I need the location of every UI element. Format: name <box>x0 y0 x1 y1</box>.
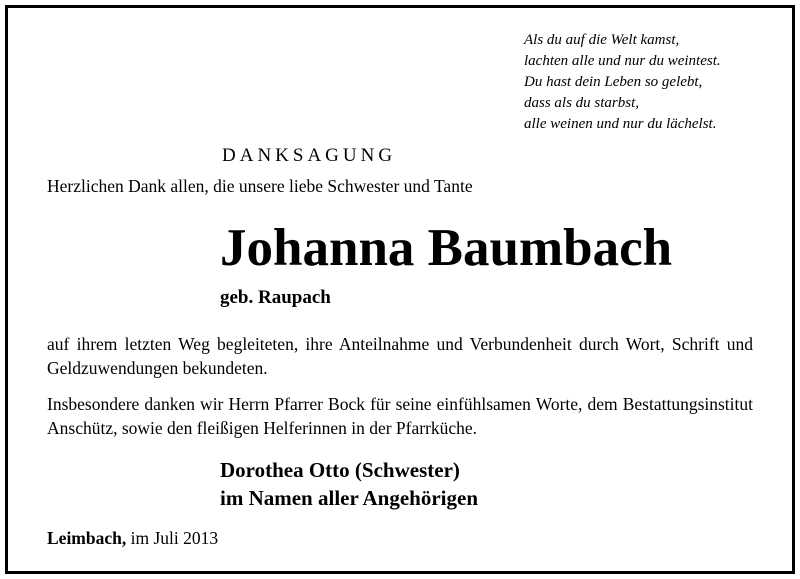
birth-name: geb. Raupach <box>220 287 331 308</box>
poem-line: lachten alle und nur du weintest. <box>524 53 721 69</box>
poem-line: Du hast dein Leben so gelebt, <box>524 74 703 90</box>
poem-line: alle weinen und nur du lächelst. <box>524 116 717 132</box>
date: im Juli 2013 <box>130 528 219 548</box>
heading: DANKSAGUNG <box>222 145 397 166</box>
place-date <box>47 528 218 549</box>
intro-text: Herzlichen Dank allen, die unsere liebe Schwester und Tante <box>47 176 473 196</box>
paragraph: auf ihrem letzten Weg begleiteten, ihre Anteilnahme und Verbundenheit durch Wort, Schrift und Geldzuwendungen bekundeten. <box>47 334 753 378</box>
signature <box>220 456 478 512</box>
place: Leimbach, <box>47 528 127 548</box>
signature-line: im Namen aller Angehörigen <box>220 486 479 510</box>
signature-line: Dorothea Otto (Schwester) <box>220 458 460 482</box>
deceased-name: Johanna Baumbach <box>220 219 673 277</box>
paragraph: Insbesondere danken wir Herrn Pfarrer Bock für seine einfühlsamen Worte, dem Bestattungsinstitut Anschütz, sowie den fleißigen Helferinnen in der Pfarrküche. <box>47 394 753 438</box>
poem-line: dass als du starbst, <box>524 95 640 111</box>
poem <box>524 30 721 135</box>
poem-line: Als du auf die Welt kamst, <box>524 32 680 48</box>
